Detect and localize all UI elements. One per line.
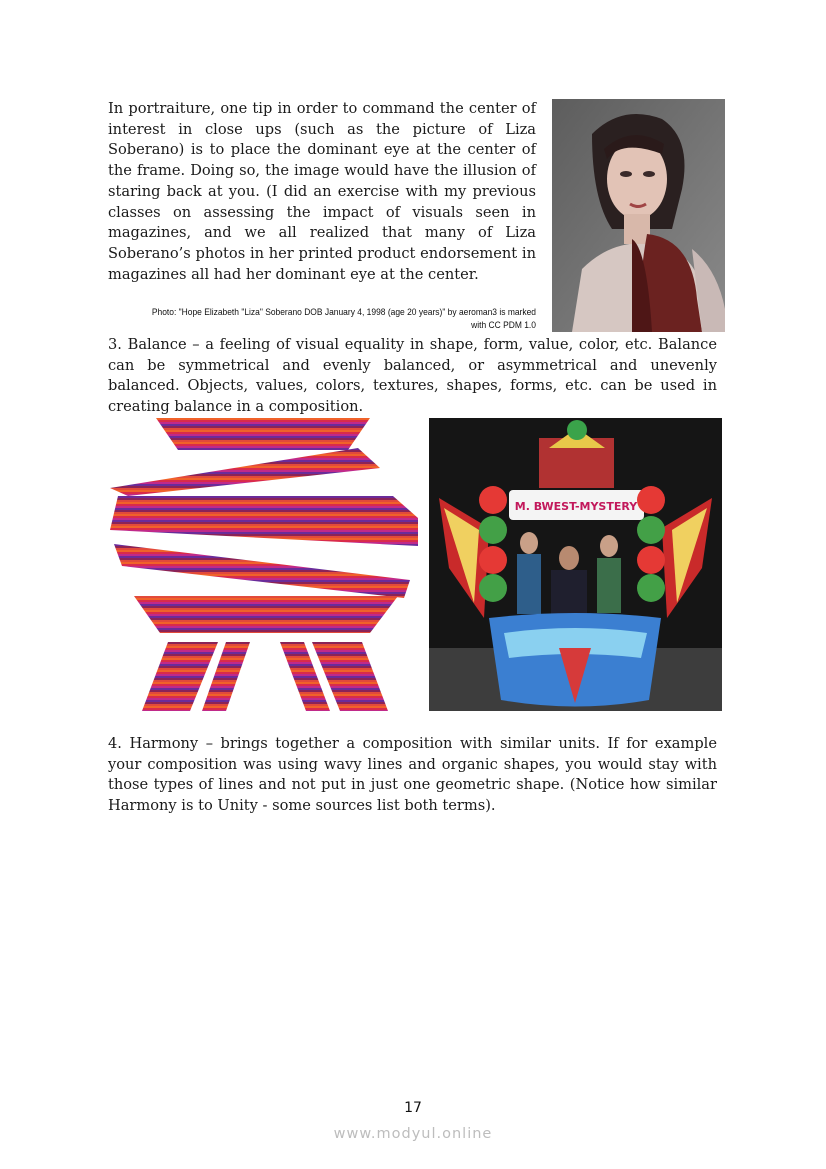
float-banner-text: M. BWEST-MYSTERY [514, 500, 638, 513]
photo-caption [142, 306, 536, 332]
portrait-photo [552, 99, 725, 332]
caption-line-1: Photo: "Hope Elizabeth "Liza" Soberano DOB January 4, 1998 (age 20 years)" by aeroman3 is marked [151, 307, 536, 317]
portraiture-paragraph: In portraiture, one tip in order to command the center of interest in close ups (such as the picture of Liza Soberano) is to place the dominant eye at the center of the frame. Doing so, the image would have the illusion of staring back at you. (I did an exercise with my previous classes on assessing the impact of visuals seen in magazines, and we all realized that many of Liza Soberano’s photos in her printed product endorsement in magazines all had her dominant eye at the center. [108, 100, 536, 283]
caption-line-2: with CC PDM 1.0 [471, 320, 536, 330]
harmony-paragraph: 4. Harmony – brings together a composition with similar units. If for example your composition was using wavy lines and organic shapes, you would stay with those types of lines and not put in just one geometric shape. (Notice how similar Harmony is to Unity - some sources list both terms). [108, 735, 717, 815]
balance-paragraph: 3. Balance – a feeling of visual equality in shape, form, value, color, etc. Balance can be symmetrical and evenly balanced, or asymmetrical and unevenly balanced. Objects, values, colors, textures, shapes, forms, etc. can be used in creating balance in a composition. [108, 336, 717, 416]
balance-stripes-illustration [108, 418, 420, 711]
page-number: 17 [404, 1100, 422, 1116]
festival-float-photo [429, 418, 722, 711]
site-watermark: www.modyul.online [333, 1126, 493, 1142]
